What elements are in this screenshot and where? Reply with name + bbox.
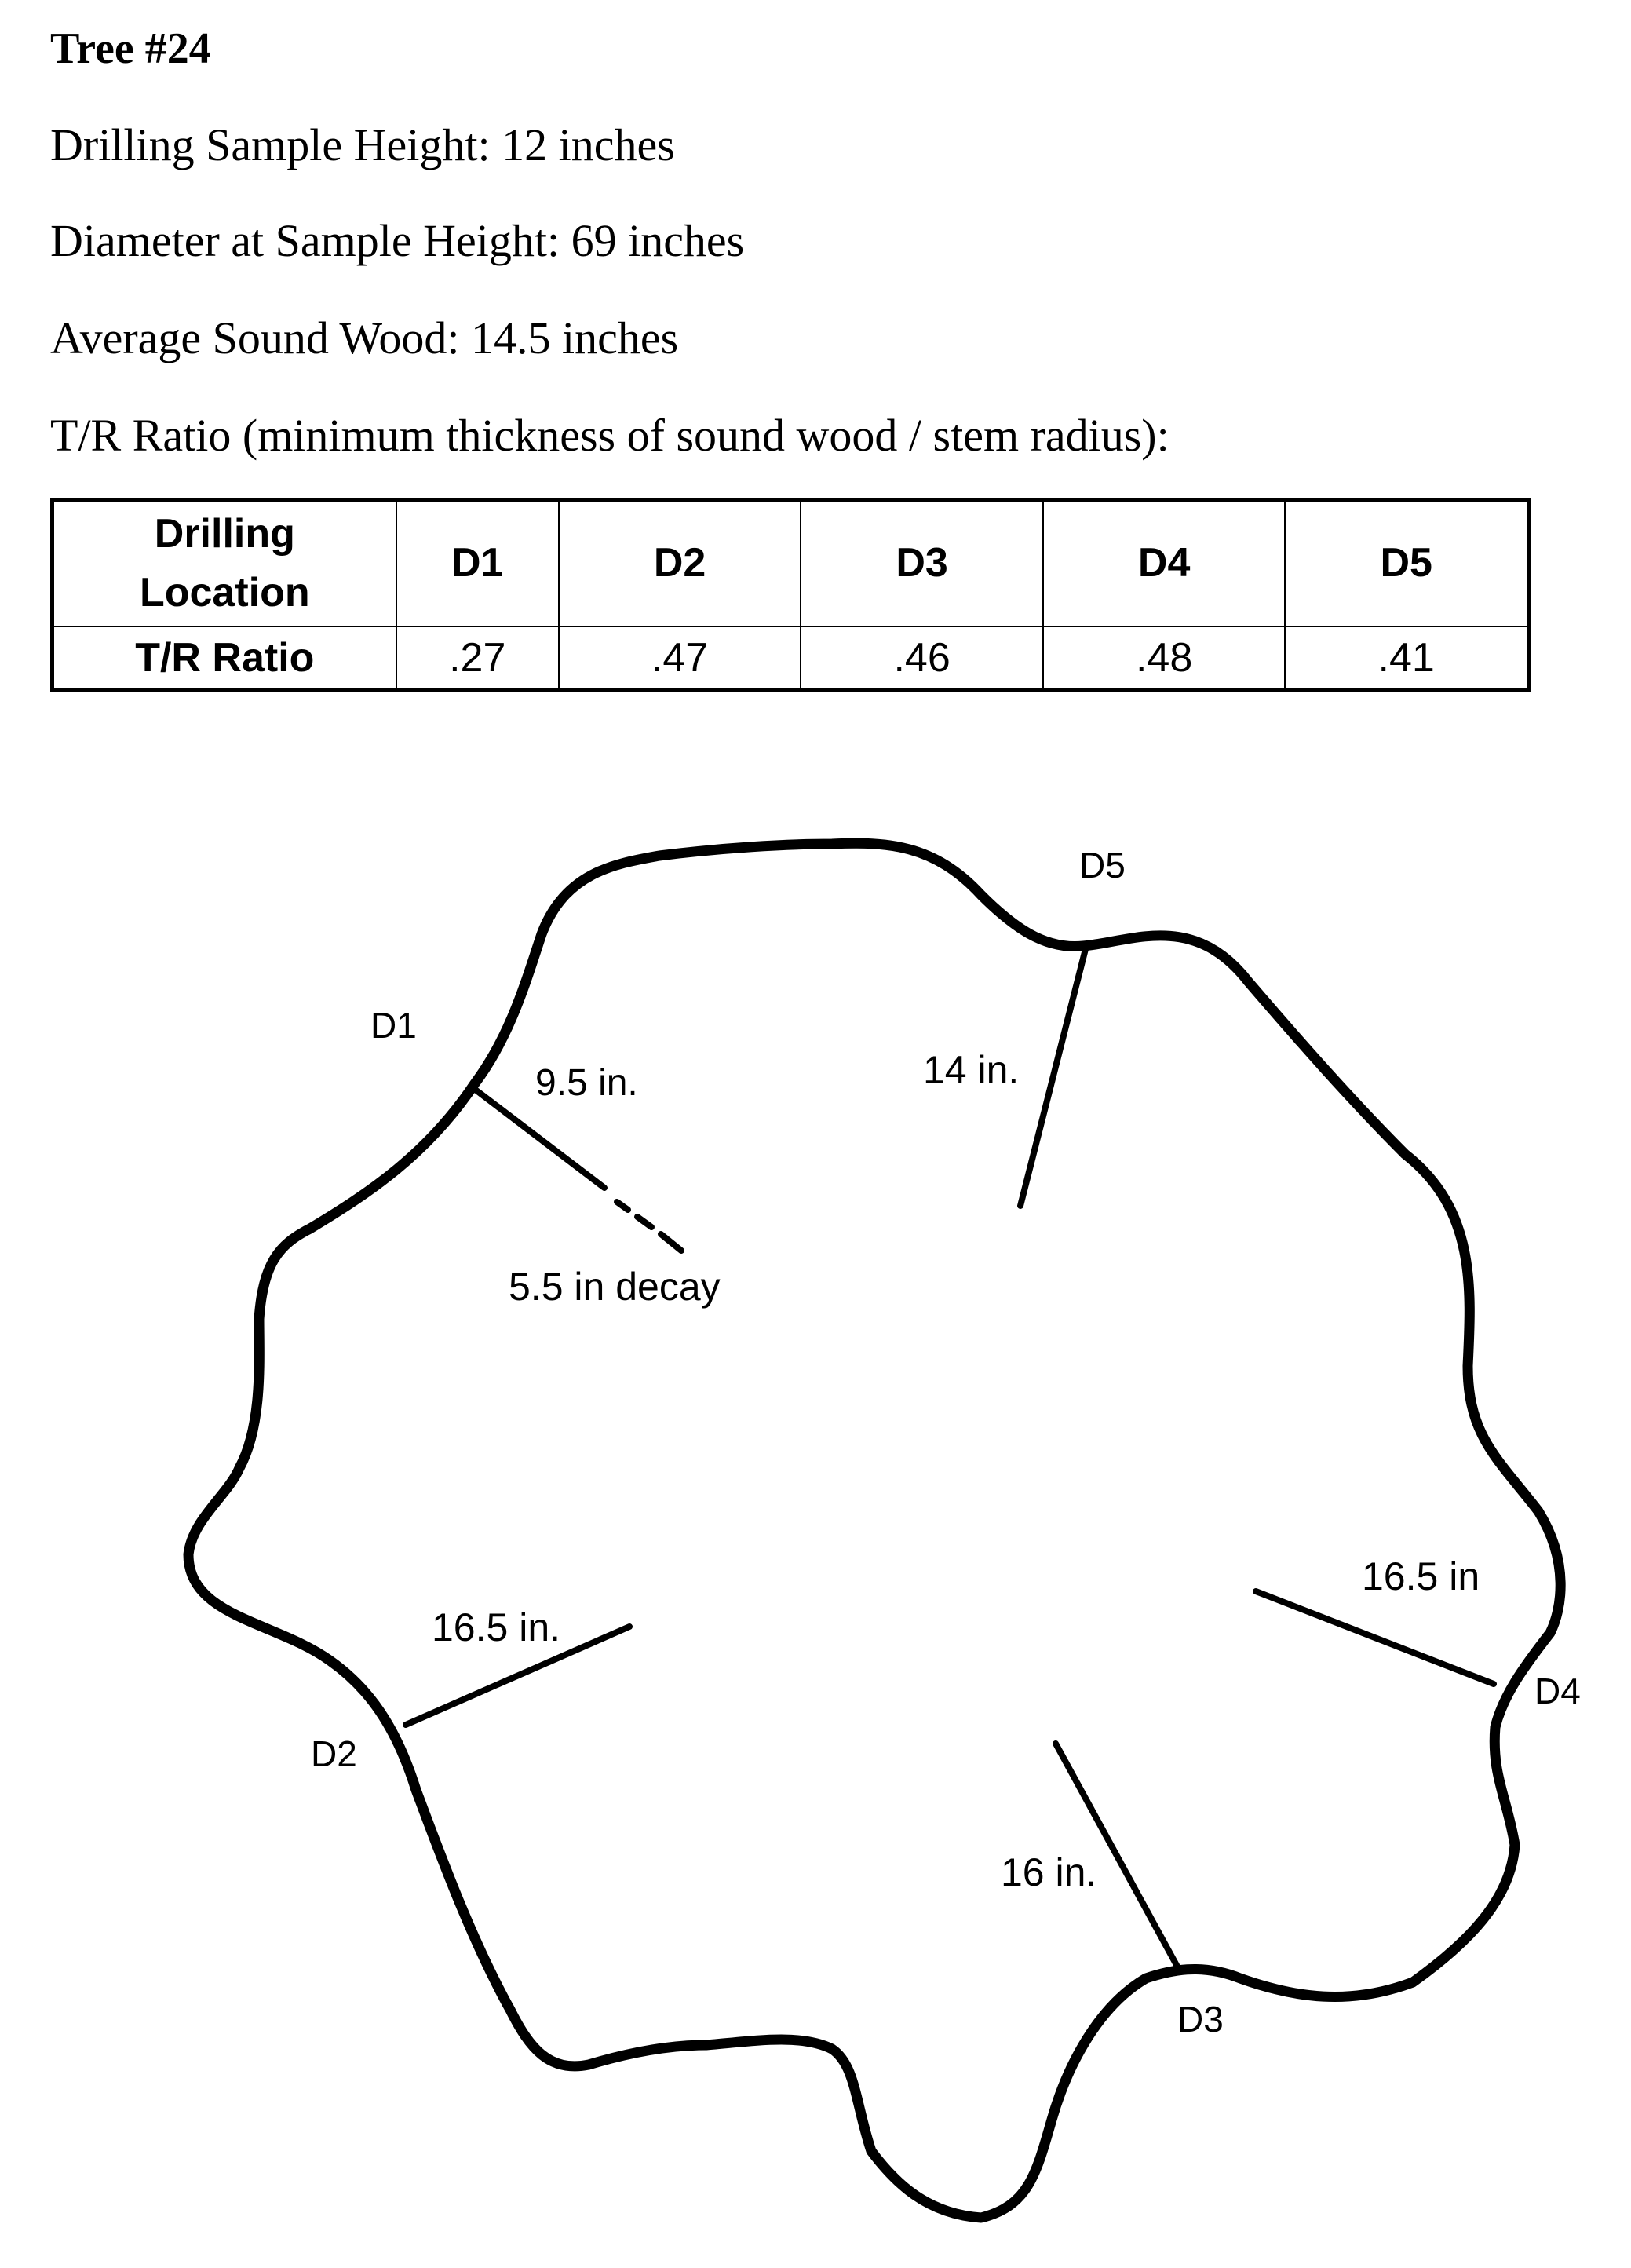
location-d4: D4 — [1043, 500, 1286, 627]
ratio-d5: .41 — [1285, 626, 1528, 691]
d1-decay-dash-3 — [661, 1234, 681, 1251]
ratio-d4: .48 — [1043, 626, 1286, 691]
measure-d2: 16.5 in. — [432, 1605, 561, 1649]
diameter-text: Diameter at Sample Height: 69 inches — [50, 215, 745, 266]
measure-d5: 14 in. — [923, 1048, 1020, 1092]
ratio-d1: .27 — [396, 626, 559, 691]
location-d5: D5 — [1285, 500, 1528, 627]
header-line-location: Location — [139, 570, 310, 615]
header-line-drilling: Drilling — [154, 510, 295, 557]
measure-d4: 16.5 in — [1362, 1554, 1480, 1598]
d4-drill-line — [1256, 1591, 1494, 1684]
d5-drill-line — [1020, 946, 1086, 1206]
location-d2: D2 — [559, 500, 801, 627]
label-d3: D3 — [1177, 1999, 1224, 2040]
ratio-d3: .46 — [801, 626, 1043, 691]
tr-ratio-caption: T/R Ratio (minimum thickness of sound wood / stem radius): — [50, 410, 1169, 461]
label-d4: D4 — [1534, 1671, 1581, 1711]
trunk-outline — [188, 843, 1560, 2218]
d1-decay-dash-1 — [617, 1202, 628, 1210]
average-sound-wood-text: Average Sound Wood: 14.5 inches — [50, 312, 679, 363]
tr-ratio-row-header: T/R Ratio — [53, 626, 396, 691]
label-d2: D2 — [311, 1733, 357, 1774]
location-d1: D1 — [396, 500, 559, 627]
ratio-d2: .47 — [559, 626, 801, 691]
d1-decay-dash-2 — [637, 1217, 651, 1227]
label-d1: D1 — [370, 1005, 417, 1046]
sample-height-text: Drilling Sample Height: 12 inches — [50, 119, 675, 170]
label-d5: D5 — [1079, 845, 1126, 886]
measure-d1-decay: 5.5 in decay — [509, 1265, 721, 1309]
tree-title: Tree #24 — [50, 24, 211, 73]
location-d3: D3 — [801, 500, 1043, 627]
measure-d3: 16 in. — [1001, 1850, 1097, 1894]
measure-d1-sound: 9.5 in. — [535, 1062, 638, 1104]
